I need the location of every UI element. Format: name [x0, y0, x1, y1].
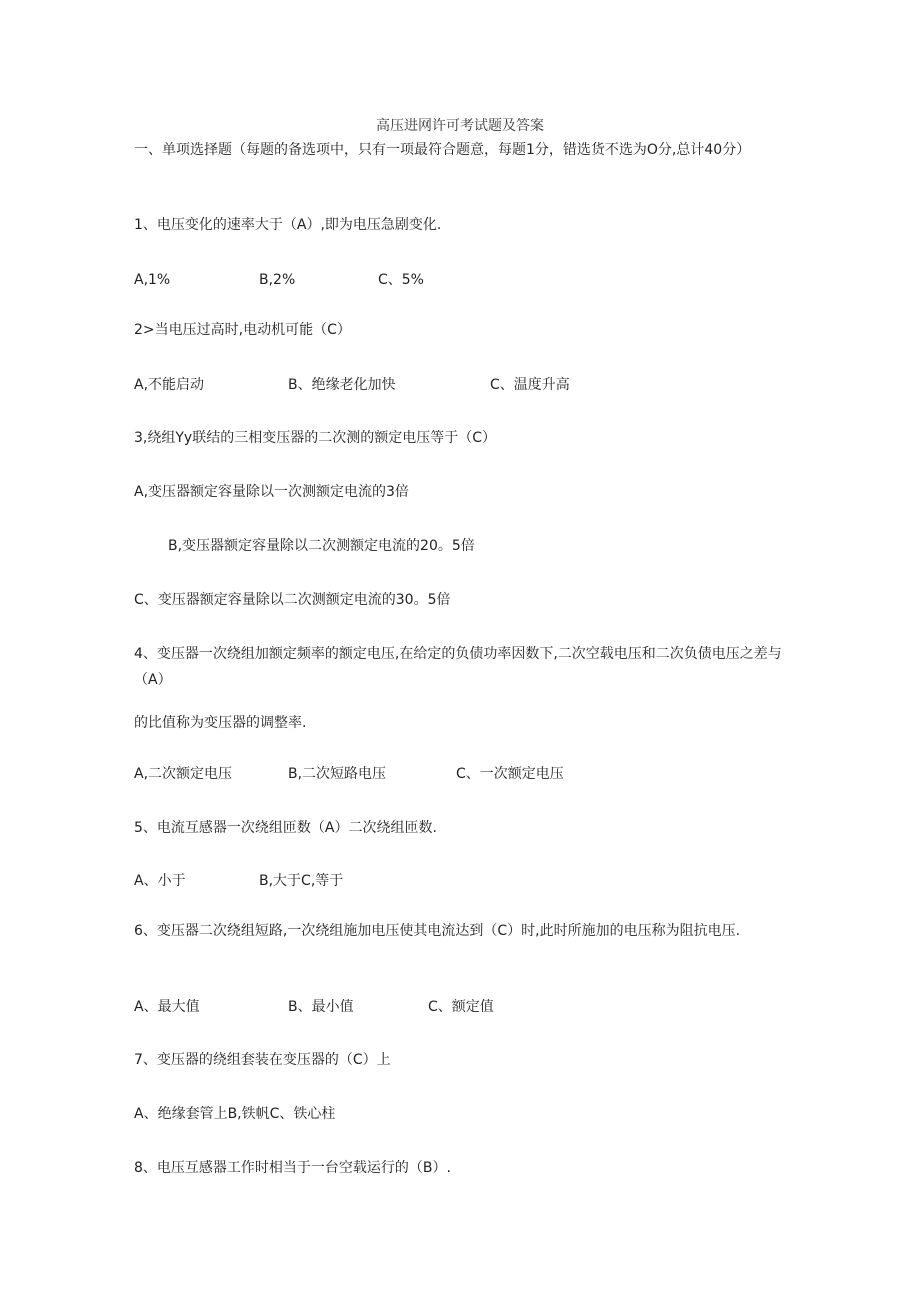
question-2-option-a: A,不能启动	[134, 377, 205, 393]
question-7-stem: 7、变压器的绕组套装在变压器的（C）上	[134, 1052, 391, 1068]
question-6-stem: 6、变压器二次绕组短路,一次绕组施加电压使其电流达到（C）时,此时所施加的电压称为阻抗电压.	[134, 923, 741, 939]
question-7-option-a: A、绝缘套管上B,铁帆C、铁心柱	[134, 1106, 336, 1122]
question-1-stem: 1、电压变化的速率大于（A）,即为电压急剧变化.	[134, 217, 442, 233]
question-2-stem: 2>当电压过高时,电动机可能（C）	[134, 322, 351, 338]
question-2-option-c: C、温度升高	[490, 377, 570, 393]
question-5-stem: 5、电流互感器一次绕组匝数（A）二次绕组匝数.	[134, 820, 437, 836]
question-1-option-a: A,1%	[134, 272, 171, 288]
document-title: 高压进网许可考试题及答案	[376, 118, 544, 134]
question-4-option-b: B,二次短路电压	[288, 766, 387, 782]
question-3-option-a: A,变压器额定容量除以一次测额定电流的3倍	[134, 484, 409, 500]
question-4-option-a: A,二次额定电压	[134, 766, 233, 782]
question-1-option-c: C、5%	[378, 272, 424, 288]
question-6-option-c: C、额定值	[428, 999, 494, 1015]
question-8-stem: 8、电压互感器工作时相当于一台空载运行的（B）.	[134, 1160, 451, 1176]
question-3-option-c: C、变压器额定容量除以二次测额定电流的30。5倍	[134, 592, 451, 608]
question-4-option-c: C、一次额定电压	[456, 766, 564, 782]
question-6-option-b: B、最小值	[288, 999, 354, 1015]
question-6-option-a: A、最大值	[134, 999, 200, 1015]
question-5-option-b: B,大于C,等于	[259, 873, 344, 889]
question-4-stem: 4、变压器一次绕组加额定频率的额定电压,在给定的负债功率因数下,二次空载电压和二次负债电压之差与（A）	[134, 646, 782, 688]
question-4-stem-continued: 的比值称为变压器的调整率.	[134, 715, 307, 731]
question-1-option-b: B,2%	[259, 272, 296, 288]
question-2-option-b: B、绝缘老化加快	[288, 377, 396, 393]
question-3-stem: 3,绕组Yy联结的三相变压器的二次测的额定电压等于（C）	[134, 430, 496, 446]
question-5-option-a: A、小于	[134, 873, 186, 889]
question-3-option-b: B,变压器额定容量除以二次测额定电流的20。5倍	[168, 538, 475, 554]
section-heading: 一、单项选择题（每题的备选项中，只有一项最符合题意，每题1分，错选货不选为O分,总计40分）	[134, 142, 751, 158]
